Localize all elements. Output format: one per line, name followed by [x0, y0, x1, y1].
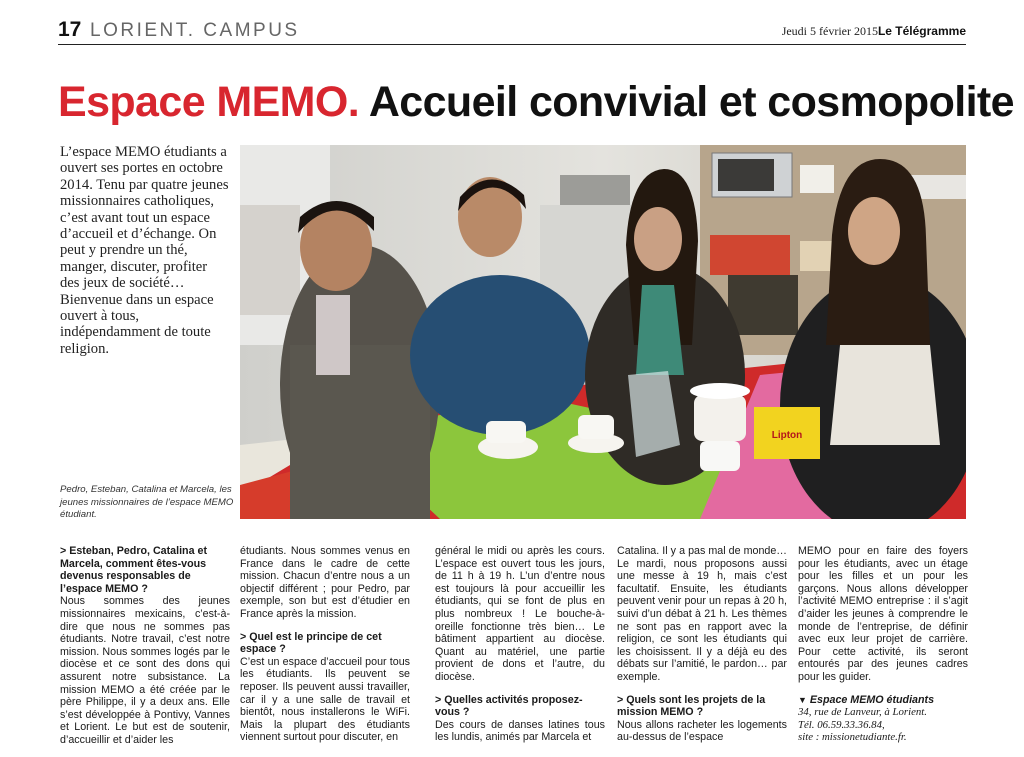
info-phone: Tél. 06.59.33.36.84, — [798, 718, 885, 731]
photo-caption: Pedro, Esteban, Catalina et Marcela, les jeunes missionnaires de l’espace MEMO étudiant. — [60, 484, 234, 521]
answer-4-continued: MEMO pour en faire des foyers pour les étudiants, avec un étage pour les filles et un pour les garçons. Nous allons développer l’activité MEMO entreprise : il s’agit d’aider les jeunes à comprendre le monde de l’entreprise, de définir avec eux leur projet de carrière. Pour cette activité, ils seront entourés par des jeunes cadres pour les guider. — [798, 545, 968, 683]
answer-1: Nous sommes des jeunes missionnaires mexicains, c’est-à-dire que nous ne sommes pas étudiants. Notre travail, c’est notre mission. Nous sommes logés par le diocèse et ce sont des dons qui assurent notre subsistance. La mission MEMO a été créée par le père Philippe, il y a deux ans. Elle s’est développée à Pontivy, Vannes et Lorient. Le but est de soutenir, d’accueillir et d’aider les — [60, 595, 230, 746]
info-website: site : missionetudiante.fr. — [798, 731, 907, 744]
issue-date: Jeudi 5 février 2015 — [781, 24, 878, 38]
tea-box-label: Lipton — [771, 430, 803, 441]
page-header — [58, 16, 966, 45]
section-title: LORIENT. CAMPUS — [90, 20, 300, 41]
answer-3-continued: Catalina. Il y a pas mal de monde… Le mardi, nous proposons aussi une messe à 19 h, mais c’est facultatif. Ensuite, les étudiants peuvent venir pour un repas à 20 h, suivi d’un débat à 21 h. Les thèmes ne sont pas en rapport avec la religion, ce sont les étudiants qui les choisissent. Il y a déjà eu des débats sur l’amitié, le pardon… par exemple. — [617, 545, 787, 683]
intro-paragraph: L’espace MEMO étudiants a ouvert ses portes en octobre 2014. Tenu par quatre jeunes missionnaires catholiques, c’est avant tout un espace d’accueil et d’échange. On peut y prendre un thé, manger, discuter, profiter des jeux de société… Bienvenue dans un espace ouvert à tous, indépendamment de toute religion. — [60, 144, 229, 357]
answer-2-continued: général le midi ou après les cours. L’espace est ouvert tous les jours, de 11 h à 19 h. L’un d’entre nous est toujours là pour accueillir les étudiants, qui se font de plus en plus nombreux ! Le bouche-à-oreille fonctionne très bien… Le bâtiment appartient au diocèse. Quant au matériel, une partie provient de dons et l’autre, du diocèse. — [435, 545, 605, 683]
info-box-title — [798, 694, 968, 707]
question-1: > Esteban, Pedro, Catalina et Marcela, comment êtes-vous devenus responsables de l’espace MEMO ? — [60, 545, 208, 595]
info-title-text: Espace MEMO étudiants — [809, 693, 935, 706]
intro-text — [60, 144, 230, 357]
question-2: > Quel est le principe de cet espace ? — [240, 630, 382, 656]
triangle-down-icon: ▼ — [798, 694, 807, 705]
answer-4: Nous allons racheter les logements au-dessus de l’espace — [617, 718, 787, 744]
question-3: > Quelles activités proposez-vous ? — [435, 693, 583, 719]
info-address: 34, rue de Lanveur, à Lorient. — [798, 706, 927, 719]
article-column-2 — [240, 545, 410, 744]
headline — [58, 78, 1014, 127]
article-column-1 — [60, 545, 230, 747]
newspaper-name: Le Télégramme — [877, 24, 966, 38]
answer-3: Des cours de danses latines tous les lundis, animés par Marcela et — [435, 718, 605, 744]
article-photo — [240, 145, 966, 519]
answer-1-continued: étudiants. Nous sommes venus en France dans le cadre de cette mission. Chacun d’entre nous a un objectif différent ; pour Pedro, par exemple, son but est d’étudier en France après la mission. — [240, 545, 410, 620]
article-column-3 — [435, 545, 605, 744]
article-column-4 — [617, 545, 787, 744]
page-number: 17 — [58, 18, 82, 41]
article-column-5 — [798, 545, 968, 744]
headline-red: Espace MEMO. — [58, 78, 360, 126]
headline-black: Accueil convivial et cosmopolite — [368, 78, 1014, 126]
question-4: > Quels sont les projets de la mission MEMO ? — [617, 693, 766, 719]
answer-2: C’est un espace d’accueil pour tous les étudiants. Ils peuvent se reposer. Ils peuvent aussi travailler, car il y a une salle de travail et bientôt, nous installerons le WiFi. Mais la plupart des étudiants viennent surtout pour discuter, en — [240, 655, 410, 744]
